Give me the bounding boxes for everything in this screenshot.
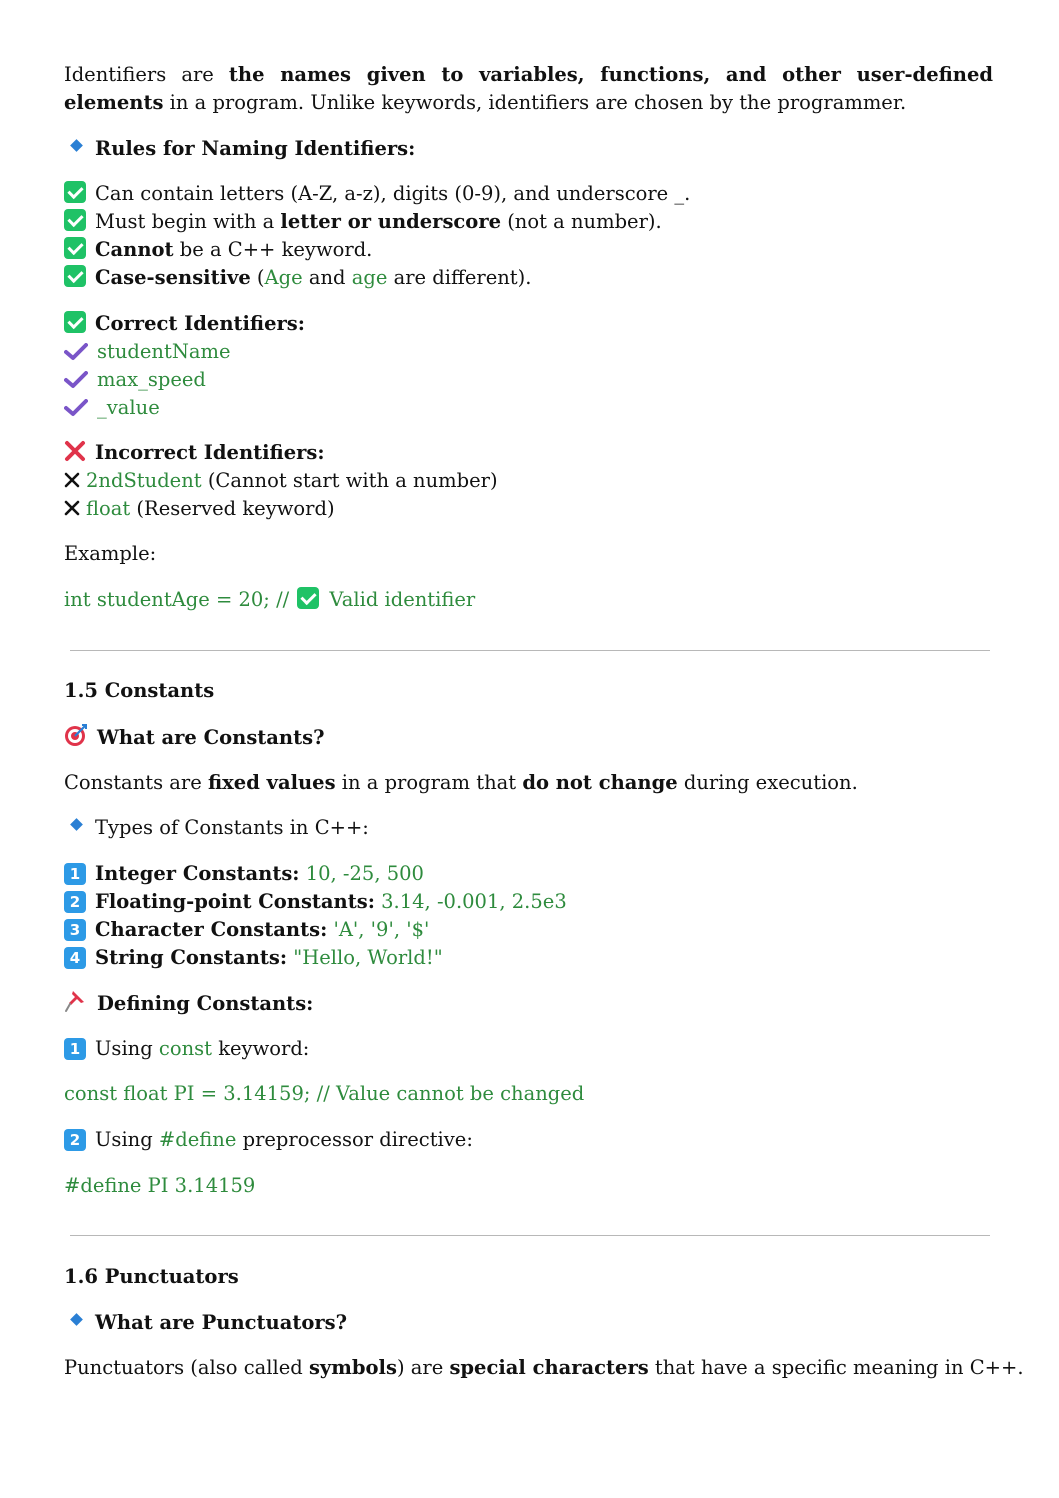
diamond-bullet-icon bbox=[70, 139, 83, 152]
example-code: int studentAge = 20; // Valid identifier bbox=[64, 588, 476, 611]
rule-item: Cannot be a C++ keyword. bbox=[64, 236, 372, 264]
constant-type-item: 3 Character Constants: 'A', '9', '$' bbox=[64, 916, 429, 944]
correct-item: studentName bbox=[64, 338, 231, 366]
punctuators-what-heading: What are Punctuators? bbox=[64, 1309, 347, 1337]
section-title-constants: 1.5 Constants bbox=[64, 679, 215, 702]
purple-tick-icon bbox=[64, 343, 88, 361]
example-label: Example: bbox=[64, 542, 157, 565]
check-mark-icon bbox=[64, 265, 86, 287]
define-method-2: 2 Using #define preprocessor directive: bbox=[64, 1126, 473, 1154]
correct-item: _value bbox=[64, 394, 160, 422]
cross-mark-icon bbox=[64, 472, 80, 488]
identifiers-intro-line1: Identifiers are the names given to variables, functions, and other user-defined bbox=[64, 63, 993, 86]
check-mark-icon bbox=[297, 587, 319, 609]
define-code-example: #define PI 3.14159 bbox=[64, 1174, 256, 1197]
define-method-1: 1 Using const keyword: bbox=[64, 1035, 309, 1063]
section-title-punctuators: 1.6 Punctuators bbox=[64, 1265, 239, 1288]
const-code-example: const float PI = 3.14159; // Value cannot be changed bbox=[64, 1082, 585, 1105]
check-mark-icon bbox=[64, 209, 86, 231]
keycap-number-icon: 3 bbox=[64, 919, 86, 941]
target-icon bbox=[64, 723, 88, 747]
incorrect-heading: Incorrect Identifiers: bbox=[64, 439, 325, 467]
keycap-number-icon: 1 bbox=[64, 1038, 86, 1060]
constant-type-item: 2 Floating-point Constants: 3.14, -0.001, 2.5e3 bbox=[64, 888, 567, 916]
incorrect-item: float (Reserved keyword) bbox=[64, 495, 335, 523]
rule-item: Can contain letters (A-Z, a-z), digits (0-9), and underscore _. bbox=[64, 180, 690, 208]
incorrect-item: 2ndStudent (Cannot start with a number) bbox=[64, 467, 498, 495]
cross-mark-icon bbox=[64, 500, 80, 516]
correct-item: max_speed bbox=[64, 366, 206, 394]
purple-tick-icon bbox=[64, 371, 88, 389]
punctuators-description: Punctuators (also called symbols) are special characters that have a specific meaning in C++. bbox=[64, 1356, 1024, 1379]
section-divider bbox=[70, 1235, 990, 1236]
constant-type-item: 1 Integer Constants: 10, -25, 500 bbox=[64, 860, 424, 888]
section-divider bbox=[70, 650, 990, 651]
constant-type-item: 4 String Constants: "Hello, World!" bbox=[64, 944, 443, 972]
rule-item: Must begin with a letter or underscore (not a number). bbox=[64, 208, 662, 236]
defining-constants-heading: Defining Constants: bbox=[64, 989, 313, 1018]
purple-tick-icon bbox=[64, 399, 88, 417]
constants-what-heading: What are Constants? bbox=[64, 723, 325, 752]
keycap-number-icon: 2 bbox=[64, 1129, 86, 1151]
identifiers-intro-line2: elements in a program. Unlike keywords, identifiers are chosen by the programmer. bbox=[64, 91, 907, 114]
correct-heading: Correct Identifiers: bbox=[64, 310, 305, 338]
rule-item: Case-sensitive (Age and age are different). bbox=[64, 264, 531, 292]
keycap-number-icon: 2 bbox=[64, 891, 86, 913]
check-mark-icon bbox=[64, 237, 86, 259]
constants-description: Constants are fixed values in a program that do not change during execution. bbox=[64, 771, 858, 794]
keycap-number-icon: 1 bbox=[64, 863, 86, 885]
keycap-number-icon: 4 bbox=[64, 947, 86, 969]
check-mark-icon bbox=[64, 311, 86, 333]
constants-types-heading: Types of Constants in C++: bbox=[64, 814, 369, 842]
red-cross-icon bbox=[64, 440, 86, 462]
rules-heading: Rules for Naming Identifiers: bbox=[64, 135, 415, 163]
diamond-bullet-icon bbox=[70, 1313, 83, 1326]
pushpin-icon bbox=[64, 989, 88, 1013]
diamond-bullet-icon bbox=[70, 818, 83, 831]
check-mark-icon bbox=[64, 181, 86, 203]
